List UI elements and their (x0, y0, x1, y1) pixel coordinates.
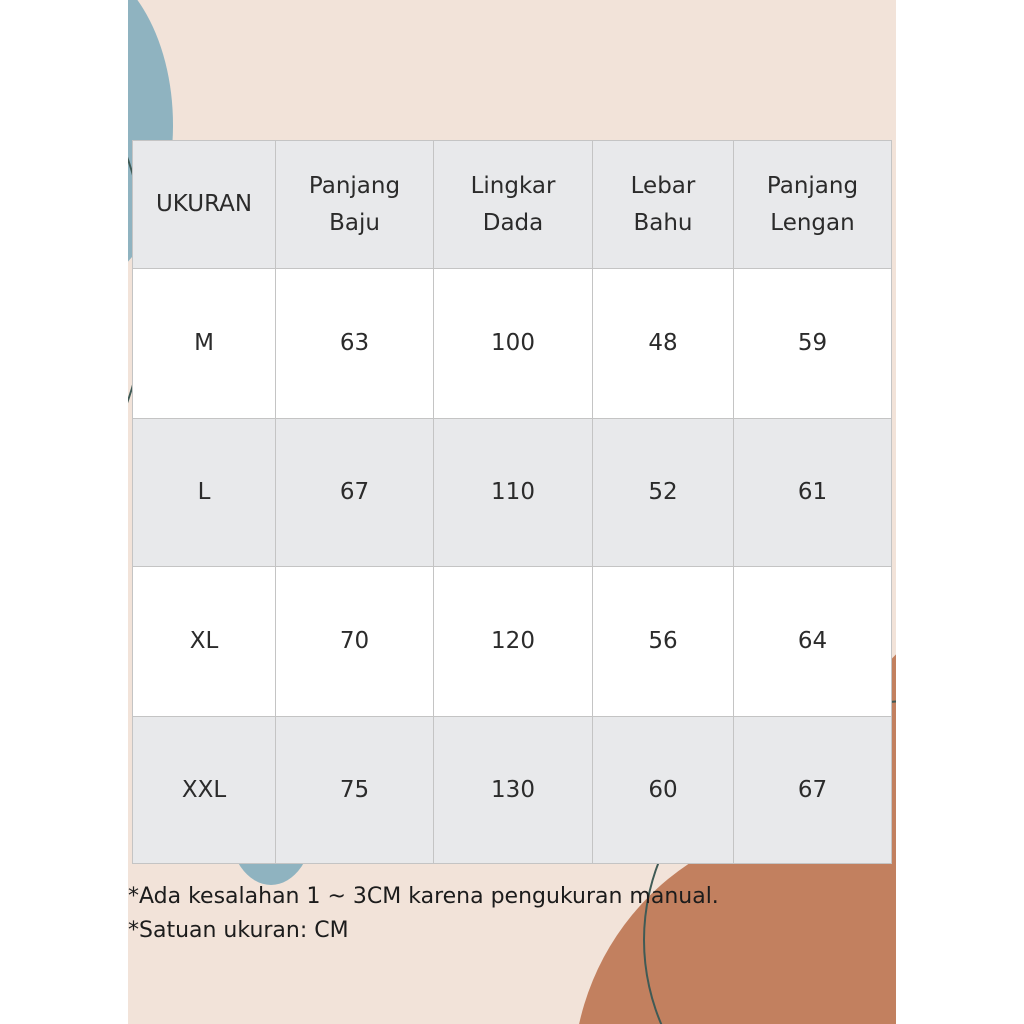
header-label: Panjang (308, 172, 401, 199)
table-cell: 59 (734, 269, 892, 419)
header-label: Panjang (766, 172, 859, 199)
table-row (133, 419, 892, 567)
notes (128, 880, 888, 948)
table-row (133, 567, 892, 717)
size-cell: XL (133, 567, 276, 717)
note-unit: *Satuan ukuran: CM (128, 918, 349, 943)
header-ukuran (133, 141, 276, 269)
table-cell: 75 (276, 717, 434, 864)
header-lingkar-dada (434, 141, 593, 269)
header-label: Lingkar (470, 172, 556, 199)
table-cell: 60 (593, 717, 734, 864)
table-row (133, 269, 892, 419)
table-cell: 110 (434, 419, 593, 567)
header-label: Lengan (770, 209, 855, 236)
size-table-wrapper (132, 140, 891, 860)
header-label: Dada (482, 209, 544, 236)
table-cell: 67 (734, 717, 892, 864)
header-panjang-lengan (734, 141, 892, 269)
table-cell: 63 (276, 269, 434, 419)
note-tolerance: *Ada kesalahan 1 ~ 3CM karena pengukuran manual. (128, 884, 719, 909)
table-cell: 61 (734, 419, 892, 567)
table-cell: 120 (434, 567, 593, 717)
size-cell: XXL (133, 717, 276, 864)
table-cell: 100 (434, 269, 593, 419)
table-cell: 48 (593, 269, 734, 419)
table-header-row (133, 141, 892, 269)
table-cell: 52 (593, 419, 734, 567)
header-label: UKURAN (155, 191, 253, 217)
table-cell: 64 (734, 567, 892, 717)
table-cell: 70 (276, 567, 434, 717)
size-cell: M (133, 269, 276, 419)
header-panjang-baju (276, 141, 434, 269)
header-label: Baju (329, 209, 380, 236)
header-label: Lebar (630, 172, 696, 199)
table-cell: 130 (434, 717, 593, 864)
table-cell: 67 (276, 419, 434, 567)
header-lebar-bahu (593, 141, 734, 269)
size-table (132, 140, 892, 864)
table-cell: 56 (593, 567, 734, 717)
table-row (133, 717, 892, 864)
size-cell: L (133, 419, 276, 567)
header-label: Bahu (633, 209, 693, 236)
